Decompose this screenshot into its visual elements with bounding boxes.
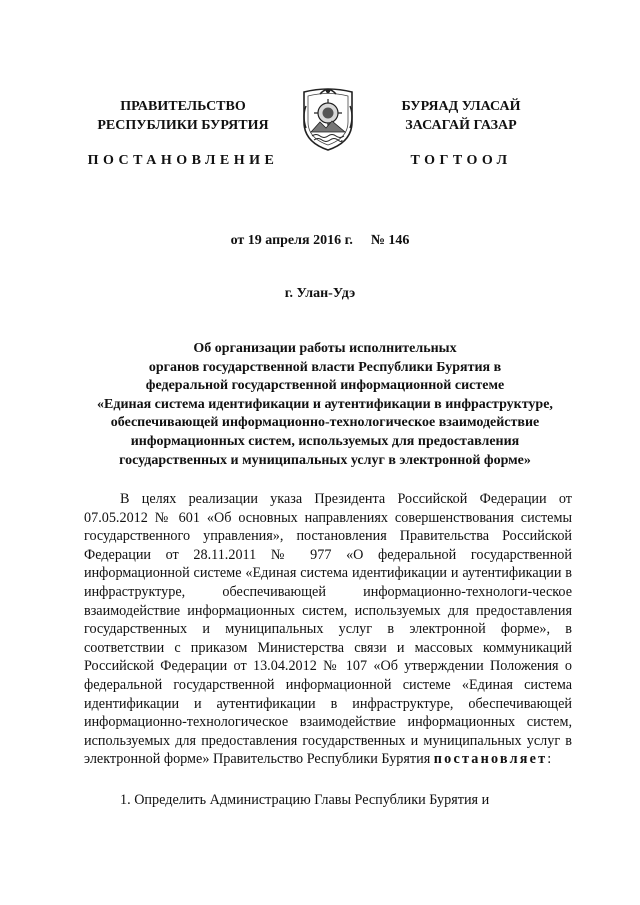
- header-left-block: [78, 97, 288, 170]
- decree-word: постановляет: [433, 751, 548, 768]
- header-left-line2: РЕСПУБЛИКИ БУРЯТИЯ: [97, 118, 269, 133]
- header-right-doctype: ТОГТООЛ: [410, 153, 512, 168]
- preamble-text: В целях реализации указа Президента Российской Федерации от 07.05.2012 № 601 «Об основных направлениях совершенствования системы государственного управления», постановления Правительства Российской Федерации от 28.11.2011 № 977 «О федеральной государственной информационной системе «Единая система идентификации и аутентификации в инфраструктуре, обеспечивающей информационно-технологи-ческое взаимодействие информационных систем, используемых для предоставления государственных и муниципальных услуг в электронной форме», в соответствии с приказом Министерства связи и массовых коммуникаций Российской Федерации от 13.04.2012 № 107 «Об утверждении Положения о федеральной государственной информационной системе «Единая система идентификации и аутентификации в инфраструктуре, обеспечивающей информационно-технологическое взаимодействие информационных систем, используемых для предоставления государственных и муниципальных услуг в электронной форме» Правительство Республики Бурятия: [84, 491, 572, 768]
- coat-of-arms-icon: [300, 86, 356, 152]
- title-line: «Единая система идентификации и аутентификации в инфраструктуре,: [97, 396, 553, 412]
- document-title: [70, 340, 580, 470]
- document-number: № 146: [370, 233, 410, 248]
- header-right-block: [368, 97, 554, 170]
- document-body: [84, 490, 572, 810]
- title-line: федеральной государственной информационной системе: [145, 378, 505, 394]
- title-line: государственных и муниципальных услуг в электронной форме»: [119, 452, 531, 468]
- preamble-paragraph: [84, 490, 572, 769]
- title-line: органов государственной власти Республики Бурятия в: [148, 359, 502, 375]
- title-line: Об организации работы исполнительных: [193, 341, 457, 356]
- header-right-line2: ЗАСАГАЙ ГАЗАР: [405, 118, 517, 133]
- header-left-doctype: ПОСТАНОВЛЕНИЕ: [87, 153, 279, 168]
- document-date: от 19 апреля 2016 г.: [230, 233, 353, 248]
- title-line: обеспечивающей информационно-технологическое взаимодействие: [110, 415, 540, 431]
- header-right-line1: БУРЯАД УЛАСАЙ: [401, 99, 521, 114]
- title-line: информационных систем, используемых для предоставления: [130, 433, 520, 449]
- decree-colon: :: [547, 751, 552, 768]
- item-1-paragraph: 1. Определить Администрацию Главы Республики Бурятия и: [120, 791, 490, 808]
- date-number-line: [0, 233, 640, 249]
- document-city: г. Улан-Удэ: [284, 286, 356, 301]
- header-left-line1: ПРАВИТЕЛЬСТВО: [120, 99, 246, 114]
